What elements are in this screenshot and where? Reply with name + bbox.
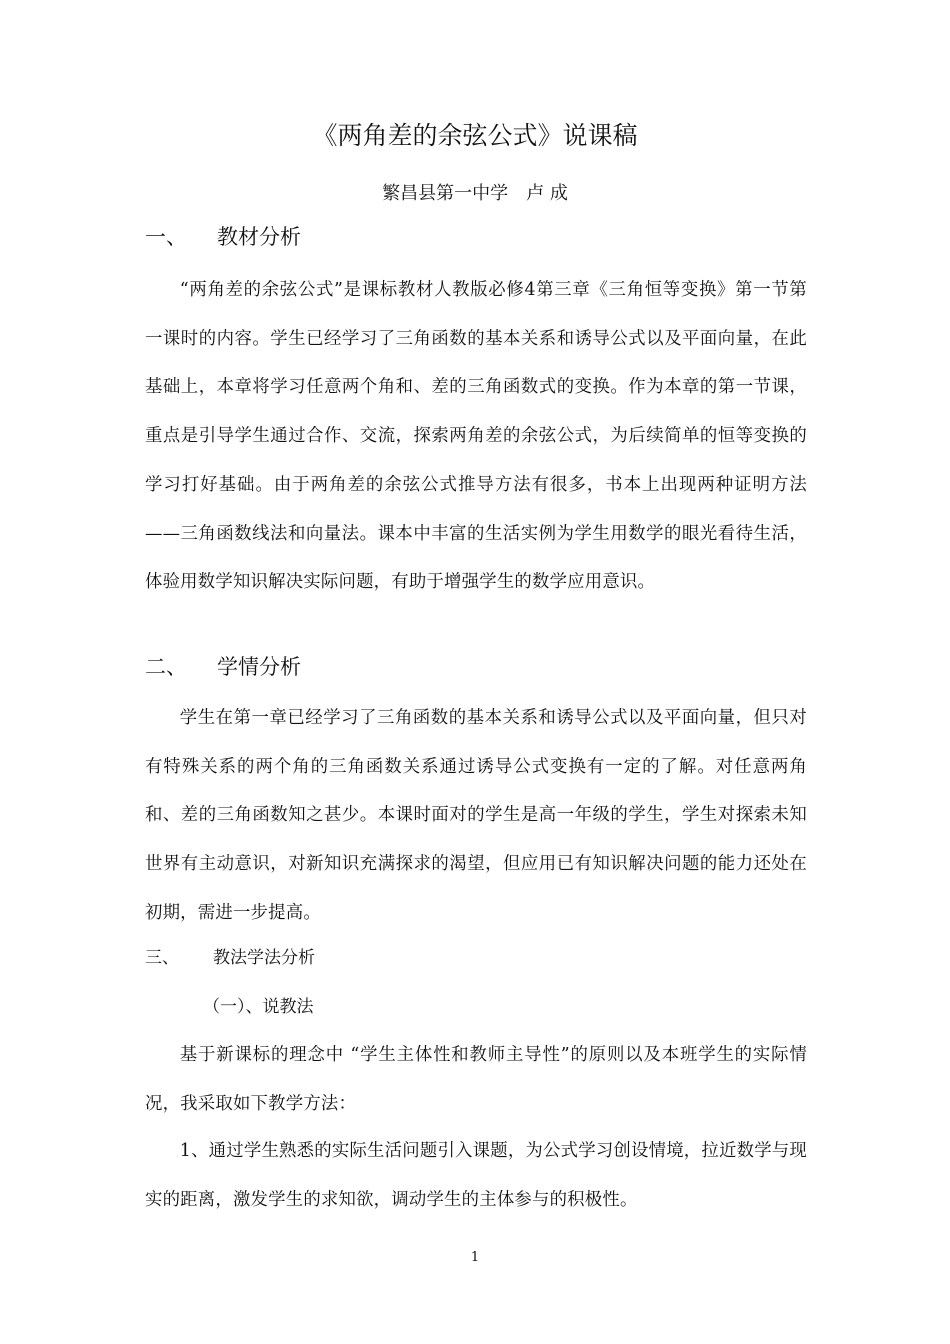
sub-heading-teaching-method: （一）、说教法	[203, 997, 314, 1017]
section-heading-3	[145, 943, 315, 973]
section-number: 二、	[145, 655, 187, 679]
section-paragraph-2: 学生在第一章已经学习了三角函数的基本关系和诱导公式以及平面向量，但只对有特殊关系的两个角的三角函数关系通过诱导公式变换有一定的了解。对任意两角和、差的三角函数知之甚少。本课时面对的学生是高一年级的学生，学生对探索未知世界有主动意识，对新知识充满探求的渴望，但应用已有知识解决问题的能力还处在初期，需进一步提高。	[145, 708, 807, 923]
section-heading-1	[145, 222, 301, 252]
section-title: 教法学法分析	[213, 948, 315, 968]
section-heading-2	[145, 652, 301, 682]
section-title: 学情分析	[217, 655, 301, 679]
document-author: 繁昌县第一中学 卢 成	[382, 183, 568, 204]
section-title: 教材分析	[217, 225, 301, 249]
section-number: 一、	[145, 225, 187, 249]
page-number: 1	[470, 1250, 480, 1265]
section-paragraph-3: 基于新课标的理念中 “学生主体性和教师主导性”的原则以及本班学生的实际情况，我采取如下教学方法：	[145, 1045, 807, 1114]
section-number: 三、	[145, 948, 179, 968]
section-paragraph-1: “两角差的余弦公式”是课标教材人教版必修4第三章《三角恒等变换》第一节第一课时的内容。学生已经学习了三角函数的基本关系和诱导公式以及平面向量，在此基础上，本章将学习任意两个角和、差的三角函数式的变换。作为本章的第一节课，重点是引导学生通过合作、交流，探索两角差的余弦公式，为后续简单的恒等变换的学习打好基础。由于两角差的余弦公式推导方法有很多，书本上出现两种证明方法——三角函数线法和向量法。课本中丰富的生活实例为学生用数学的眼光看待生活，体验用数学知识解决实际问题，有助于增强学生的数学应用意识。	[145, 280, 807, 593]
document-title: 《两角差的余弦公式》说课稿	[312, 121, 638, 150]
list-item-1: 1、通过学生熟悉的实际生活问题引入课题，为公式学习创设情境，拉近数学与现实的距离，激发学生的求知欲，调动学生的主体参与的积极性。	[145, 1141, 807, 1210]
